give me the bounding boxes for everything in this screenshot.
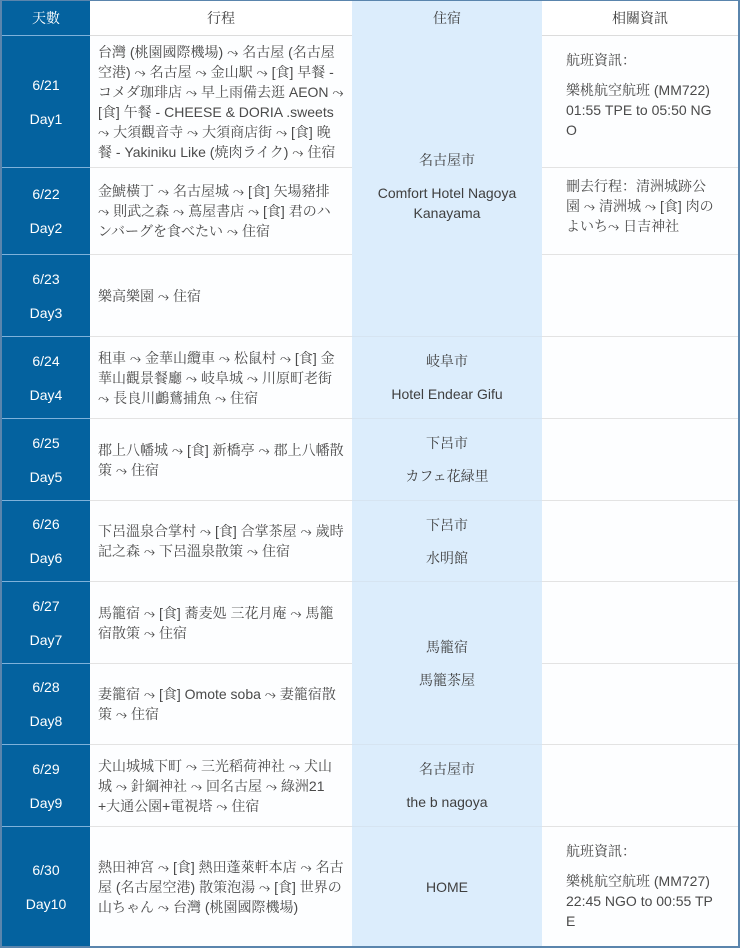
accommodation-cell: [352, 501, 542, 582]
accommodation-hotel: カフェ花緑里: [405, 468, 489, 485]
day-label: Day9: [29, 794, 63, 811]
day-date: 6/25: [32, 434, 60, 451]
accommodation-city: 馬籠宿: [426, 638, 468, 655]
info-cell: [542, 664, 738, 745]
itinerary-cell: 犬山城城下町 ⤳ 三光稻荷神社 ⤳ 犬山城 ⤳ 針綱神社 ⤳ 回名古屋 ⤳ 綠洲21+大通公園+電視塔 ⤳ 住宿: [90, 745, 352, 827]
info-cell: [542, 745, 738, 827]
itinerary-cell: 妻籠宿 ⤳ [食] Omote soba ⤳ 妻籠宿散策 ⤳ 住宿: [90, 664, 352, 745]
day-cell: [2, 168, 90, 255]
day-cell: [2, 419, 90, 501]
day-cell: [2, 255, 90, 337]
itinerary-cell: 下呂溫泉合掌村 ⤳ [食] 合掌茶屋 ⤳ 歲時記之森 ⤳ 下呂溫泉散策 ⤳ 住宿: [90, 501, 352, 582]
day-cell: [2, 745, 90, 827]
header-day: 天數: [2, 1, 90, 36]
itinerary-cell: 馬籠宿 ⤳ [食] 蕎麦処 三花月庵 ⤳ 馬籠宿散策 ⤳ 住宿: [90, 582, 352, 664]
info-cell: [542, 827, 738, 946]
info-cell: [542, 419, 738, 501]
itinerary-cell: 租車 ⤳ 金華山纜車 ⤳ 松鼠村 ⤳ [食] 金華山觀景餐廳 ⤳ 岐阜城 ⤳ 川原町老街 ⤳ 長良川鸕鶿捕魚 ⤳ 住宿: [90, 337, 352, 419]
day-label: Day10: [25, 895, 67, 912]
day-date: 6/27: [32, 597, 60, 614]
day-cell: [2, 664, 90, 745]
day-label: Day1: [29, 110, 63, 127]
info-cell: [542, 337, 738, 419]
accommodation-hotel: Hotel Endear Gifu: [391, 386, 503, 403]
accommodation-city: 岐阜市: [426, 353, 468, 370]
header-accommodation: 住宿: [352, 1, 542, 36]
day-label: Day8: [29, 713, 63, 730]
day-label: Day2: [29, 220, 63, 237]
table-row-day10: [2, 827, 738, 946]
day-date: 6/21: [32, 76, 60, 93]
accommodation-hotel: 水明館: [426, 549, 468, 566]
table-row-day4: [2, 337, 738, 419]
accommodation-hotel: HOME: [426, 878, 468, 895]
day-date: 6/28: [32, 679, 60, 696]
day-date: 6/26: [32, 516, 60, 533]
accommodation-city: 下呂市: [426, 516, 468, 533]
day-date: 6/30: [32, 861, 60, 878]
accommodation-hotel: Comfort Hotel Nagoya Kanayama: [377, 184, 517, 221]
accommodation-city: 名古屋市: [419, 151, 475, 168]
itinerary-cell: 台灣 (桃園國際機場) ⤳ 名古屋 (名古屋空港) ⤳ 名古屋 ⤳ 金山駅 ⤳ [食] 早餐 - コメダ珈琲店 ⤳ 早上雨備去逛 AEON ⤳ [食] 午餐 - CHEESE & DORIA .sweets ⤳ 大須觀音寺 ⤳ 大須商店街 ⤳ [食] 晚餐 - Yakiniku Like (焼肉ライク) ⤳ 住宿: [90, 36, 352, 168]
accommodation-city: 下呂市: [426, 435, 468, 452]
info-cell: [542, 36, 738, 168]
flight-info-body: 樂桃航空航班 (MM722) 01:55 TPE to 05:50 NGO: [566, 82, 712, 138]
day-date: 6/24: [32, 352, 60, 369]
itinerary-cell: 熱田神宮 ⤳ [食] 熱田蓬萊軒本店 ⤳ 名古屋 (名古屋空港) 散策泡湯 ⤳ [食] 世界の山ちゃん ⤳ 台灣 (桃園國際機場): [90, 827, 352, 946]
table-row-day7: [2, 582, 738, 664]
header-row: [2, 1, 738, 36]
day-label: Day5: [29, 468, 63, 485]
accommodation-cell: [352, 582, 542, 745]
accommodation-cell: [352, 745, 542, 827]
table-row-day5: [2, 419, 738, 501]
info-cell: [542, 582, 738, 664]
table-row-day9: [2, 745, 738, 827]
day-label: Day6: [29, 550, 63, 567]
day-date: 6/29: [32, 760, 60, 777]
day-label: Day4: [29, 386, 63, 403]
header-itinerary: 行程: [90, 1, 352, 36]
accommodation-cell: [352, 827, 542, 946]
accommodation-hotel: 馬籠茶屋: [419, 671, 475, 688]
day-cell: [2, 501, 90, 582]
flight-info-body: 樂桃航空航班 (MM727) 22:45 NGO to 00:55 TPE: [566, 873, 713, 930]
info-cell: [542, 255, 738, 337]
header-info: 相關資訊: [542, 1, 738, 36]
accommodation-cell: [352, 337, 542, 419]
day-date: 6/22: [32, 186, 60, 203]
accommodation-city: 名古屋市: [419, 761, 475, 778]
accommodation-hotel: the b nagoya: [406, 794, 488, 811]
day-cell: [2, 827, 90, 946]
day-cell: [2, 36, 90, 168]
accommodation-cell: [352, 419, 542, 501]
itinerary-cell: 樂高樂園 ⤳ 住宿: [90, 255, 352, 337]
accommodation-cell: [352, 36, 542, 337]
flight-info-title: 航班資訊：: [566, 52, 636, 68]
flight-info-title: 航班資訊：: [566, 843, 636, 860]
day-cell: [2, 337, 90, 419]
day-cell: [2, 582, 90, 664]
table-row-day1: [2, 36, 738, 168]
itinerary-cell: 金鯱橫丁 ⤳ 名古屋城 ⤳ [食] 矢場豬排 ⤳ 則武之森 ⤳ 蔦屋書店 ⤳ [食] 君のハンバーグを食べたい ⤳ 住宿: [90, 168, 352, 255]
day-label: Day7: [29, 631, 63, 648]
info-cell: [542, 501, 738, 582]
info-cell: 刪去行程：清洲城跡公園 ⤳ 清洲城 ⤳ [食] 肉のよいち⤳ 日吉神社: [542, 168, 738, 255]
day-label: Day3: [29, 304, 63, 321]
table-row-day6: [2, 501, 738, 582]
day-date: 6/23: [32, 270, 60, 287]
itinerary-cell: 郡上八幡城 ⤳ [食] 新橋亭 ⤳ 郡上八幡散策 ⤳ 住宿: [90, 419, 352, 501]
itinerary-table: [2, 1, 738, 946]
